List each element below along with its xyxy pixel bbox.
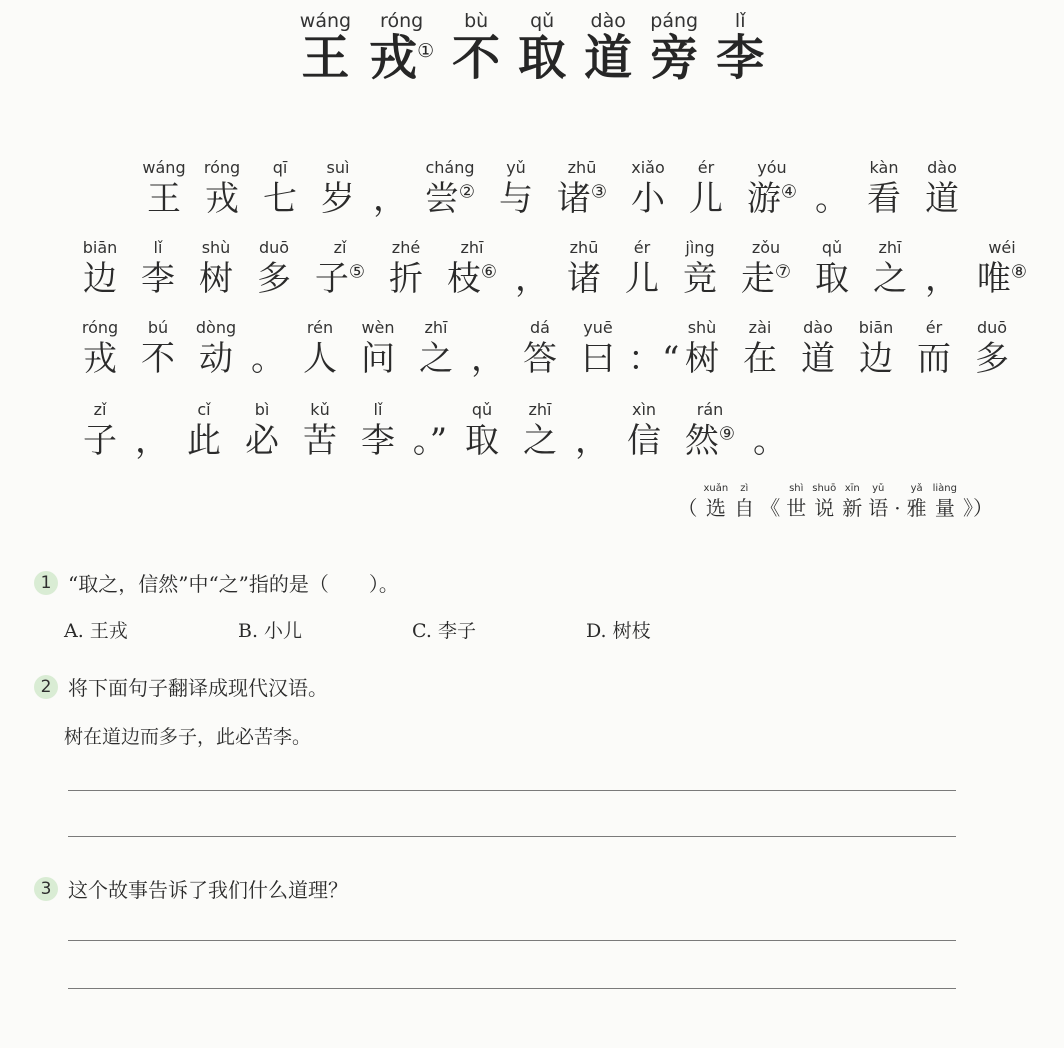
pinyin: zhū (569, 238, 599, 257)
answer-line[interactable] (68, 790, 956, 791)
punctuation (963, 484, 993, 518)
passage-char (906, 318, 962, 379)
punctuation (920, 240, 964, 299)
hanzi: 李 (141, 259, 175, 299)
pinyin: zhī (460, 238, 484, 257)
pinyin: wèn (361, 318, 395, 337)
pinyin: shì (789, 483, 804, 494)
hanzi: 。 (815, 179, 849, 219)
hanzi: 尝 (424, 179, 459, 219)
hanzi: 取 (465, 421, 499, 461)
punctuation (466, 320, 510, 379)
pinyin: biān (858, 318, 894, 337)
passage-char (378, 238, 434, 299)
passage-char (966, 238, 1038, 299)
hanzi: 边 (83, 259, 117, 299)
hanzi: 苦 (303, 421, 337, 461)
hanzi: 折 (389, 259, 423, 299)
pinyin: yuē (583, 318, 613, 337)
passage-char (732, 318, 788, 379)
footnote-marker: ② (458, 181, 476, 203)
hanzi: 不 (141, 339, 175, 379)
option-d[interactable]: D. 树枝 (586, 620, 651, 642)
hanzi: （ (677, 496, 698, 520)
hanzi: 必 (245, 421, 279, 461)
pinyin: jìng (685, 238, 715, 257)
hanzi: ， (471, 339, 505, 379)
source-citation (675, 484, 996, 518)
passage-char (488, 158, 544, 219)
passage-char (614, 238, 670, 299)
punctuation (130, 402, 174, 461)
hanzi: 树 (199, 259, 233, 299)
passage-line-2 (72, 238, 1028, 299)
pinyin: lǐ (373, 400, 383, 419)
pinyin: qī (272, 158, 288, 177)
punctuation (678, 484, 698, 518)
hanzi: 此 (187, 421, 221, 461)
pinyin: zǐ (93, 400, 107, 419)
hanzi: 然 (684, 421, 719, 461)
pinyin: zì (740, 483, 749, 494)
hanzi: 答 (523, 339, 557, 379)
source-char (812, 484, 836, 518)
pinyin: shuō (812, 483, 837, 494)
hanzi: 选 (705, 496, 726, 520)
footnote-marker: ⑥ (480, 261, 498, 283)
hanzi: 多 (975, 339, 1009, 379)
pinyin: xiǎo (631, 158, 665, 177)
passage-char (310, 158, 366, 219)
hanzi: ， (135, 421, 169, 461)
pinyin: yǎ (910, 483, 923, 494)
pinyin: lǐ (153, 238, 163, 257)
pinyin: róng (81, 318, 119, 337)
question-text: 这个故事告诉了我们什么道理？ (68, 878, 348, 902)
pinyin: ér (633, 238, 651, 257)
pinyin: duō (976, 318, 1008, 337)
punctuation (628, 320, 680, 379)
hanzi: · (894, 496, 901, 520)
question-1 (34, 568, 399, 597)
hanzi: ：“ (628, 339, 680, 379)
passage-char (964, 318, 1020, 379)
punctuation (570, 402, 614, 461)
hanzi: 儿 (625, 259, 659, 299)
title-char: wáng 王 (299, 10, 352, 86)
option-a[interactable]: A. 王戎 (64, 620, 128, 642)
pinyin: wáng (142, 158, 186, 177)
sentence-to-translate: 树在道边而多子，此必苦李。 (64, 726, 312, 748)
pinyin: zhī (528, 400, 552, 419)
hanzi: 游 (746, 179, 781, 219)
title-char: dào 道 (584, 10, 633, 86)
hanzi: 。 (753, 421, 787, 461)
passage-char (292, 318, 348, 379)
passage-char (176, 400, 232, 461)
passage-char (730, 238, 802, 299)
passage-char (304, 238, 376, 299)
hanzi: 子 (83, 421, 117, 461)
title-char: qǔ 取 (518, 10, 567, 86)
passage-char (620, 158, 676, 219)
answer-options (64, 616, 760, 643)
hanzi: 七 (263, 179, 297, 219)
answer-line[interactable] (68, 988, 956, 989)
hanzi: 量 (934, 496, 955, 520)
hanzi: 之 (419, 339, 453, 379)
question-number-badge: 1 (34, 571, 58, 595)
pinyin: bú (147, 318, 169, 337)
passage-char (914, 158, 970, 219)
hanzi: 《 (760, 496, 781, 520)
hanzi: 而 (917, 339, 951, 379)
passage-char (350, 318, 406, 379)
passage-line-4 (72, 400, 1012, 461)
passage-char (672, 238, 728, 299)
hanzi: 边 (859, 339, 893, 379)
passage-line-1 (72, 158, 1012, 219)
hanzi: 在 (743, 339, 777, 379)
footnote-marker: ③ (590, 181, 608, 203)
passage-title (0, 10, 1064, 86)
pinyin: dào (803, 318, 833, 337)
passage-char (736, 158, 808, 219)
passage-char (136, 158, 192, 219)
pinyin: yǔ (506, 158, 526, 177)
pinyin: zǒu (751, 238, 781, 257)
hanzi: 问 (361, 339, 395, 379)
hanzi: 之 (523, 421, 557, 461)
punctuation (510, 240, 554, 299)
hanzi: 诸 (556, 179, 591, 219)
hanzi: 说 (814, 496, 835, 520)
passage-char (414, 158, 486, 219)
hanzi: ， (373, 179, 407, 219)
passage-char (194, 158, 250, 219)
hanzi: 》） (963, 496, 993, 520)
hanzi: 竞 (683, 259, 717, 299)
pinyin: ér (925, 318, 943, 337)
passage-char (546, 158, 618, 219)
question-number-badge: 2 (34, 675, 58, 699)
title-char: páng 旁 (650, 10, 699, 86)
hanzi: ， (575, 421, 609, 461)
hanzi: 语 (868, 496, 889, 520)
hanzi: 看 (867, 179, 901, 219)
pinyin: kàn (869, 158, 899, 177)
hanzi: 子 (314, 259, 349, 299)
answer-line[interactable] (68, 836, 956, 837)
hanzi: 道 (925, 179, 959, 219)
hanzi: 树 (685, 339, 719, 379)
hanzi: 枝 (446, 259, 481, 299)
passage-char (130, 318, 186, 379)
pinyin: bì (254, 400, 270, 419)
pinyin: dào (927, 158, 957, 177)
passage-char (72, 400, 128, 461)
source-char (842, 484, 862, 518)
punctuation (748, 402, 792, 461)
hanzi: 唯 (976, 259, 1011, 299)
hanzi: 之 (873, 259, 907, 299)
pinyin: qǔ (821, 238, 843, 257)
source-char (868, 484, 888, 518)
punctuation (810, 160, 854, 219)
hanzi: 雅 (906, 496, 927, 520)
pinyin: rán (696, 400, 724, 419)
pinyin: róng (203, 158, 241, 177)
hanzi: 新 (842, 496, 863, 520)
hanzi: 动 (199, 339, 233, 379)
question-text: “取之，信然”中“之”指的是（ ）。 (68, 572, 399, 596)
hanzi: 走 (740, 259, 775, 299)
pinyin: suì (326, 158, 350, 177)
passage-char (292, 400, 348, 461)
pinyin: zài (748, 318, 772, 337)
hanzi: 自 (734, 496, 755, 520)
hanzi: 诸 (567, 259, 601, 299)
hanzi: 人 (303, 339, 337, 379)
footnote-marker: ⑦ (774, 261, 792, 283)
pinyin: kǔ (310, 400, 330, 419)
punctuation (894, 484, 900, 518)
hanzi: 。” (412, 421, 448, 461)
hanzi: 信 (627, 421, 661, 461)
passage-char (512, 318, 568, 379)
option-b[interactable]: B. 小儿 (238, 620, 303, 642)
pinyin: liàng (932, 483, 957, 494)
pinyin: shù (201, 238, 231, 257)
pinyin: ér (697, 158, 715, 177)
hanzi: 戎 (83, 339, 117, 379)
passage-char (862, 238, 918, 299)
hanzi: ， (925, 259, 959, 299)
question-3 (34, 874, 348, 903)
pinyin: cháng (425, 158, 475, 177)
footnote-marker: ① (417, 40, 435, 62)
passage-char (804, 238, 860, 299)
pinyin: wéi (988, 238, 1016, 257)
passage-char (674, 400, 746, 461)
title-char: róng 戎① (369, 10, 435, 86)
hanzi: 道 (801, 339, 835, 379)
passage-char (848, 318, 904, 379)
passage-char (234, 400, 290, 461)
option-c[interactable]: C. 李子 (412, 620, 476, 642)
pinyin: yǔ (872, 483, 885, 494)
pinyin: shù (687, 318, 717, 337)
pinyin: qǔ (471, 400, 493, 419)
passage-char (350, 400, 406, 461)
passage-char (556, 238, 612, 299)
passage-char (674, 318, 730, 379)
hanzi: 。 (251, 339, 285, 379)
question-2 (34, 672, 328, 701)
pinyin: xīn (844, 483, 860, 494)
pinyin: zhé (391, 238, 421, 257)
hanzi: 多 (257, 259, 291, 299)
passage-char (436, 238, 508, 299)
passage-char (72, 318, 128, 379)
passage-char (246, 238, 302, 299)
source-char (704, 484, 729, 518)
passage-char (856, 158, 912, 219)
hanzi: 世 (786, 496, 807, 520)
hanzi: 小 (631, 179, 665, 219)
pinyin: xuǎn (703, 483, 729, 494)
hanzi: 戎 (205, 179, 239, 219)
hanzi: 李 (361, 421, 395, 461)
passage-char (570, 318, 626, 379)
footnote-marker: ⑨ (718, 423, 736, 445)
title-char: bù 不 (452, 10, 501, 86)
pinyin: zhī (424, 318, 448, 337)
pinyin: biān (82, 238, 118, 257)
passage-char (408, 318, 464, 379)
question-number-badge: 3 (34, 877, 58, 901)
hanzi: 曰 (581, 339, 615, 379)
passage-char (616, 400, 672, 461)
pinyin: duō (258, 238, 290, 257)
punctuation (408, 402, 452, 461)
pinyin: zǐ (333, 238, 347, 257)
punctuation (760, 484, 780, 518)
source-char (786, 484, 806, 518)
footnote-marker: ⑧ (1010, 261, 1028, 283)
hanzi: 王 (147, 179, 181, 219)
punctuation (246, 320, 290, 379)
hanzi: ， (515, 259, 549, 299)
pinyin: zhū (567, 158, 597, 177)
punctuation (368, 160, 412, 219)
answer-line[interactable] (68, 940, 956, 941)
passage-char (790, 318, 846, 379)
pinyin: xìn (631, 400, 657, 419)
passage-char (512, 400, 568, 461)
pinyin: cǐ (197, 400, 211, 419)
hanzi: 与 (499, 179, 533, 219)
passage-char (252, 158, 308, 219)
hanzi: 岁 (321, 179, 355, 219)
question-text: 将下面句子翻译成现代汉语。 (68, 676, 328, 700)
passage-char (130, 238, 186, 299)
pinyin: zhī (878, 238, 902, 257)
hanzi: 儿 (689, 179, 723, 219)
source-char (734, 484, 754, 518)
footnote-marker: ⑤ (348, 261, 366, 283)
source-char (933, 484, 957, 518)
pinyin: rén (306, 318, 334, 337)
passage-char (678, 158, 734, 219)
pinyin: dòng (195, 318, 237, 337)
passage-line-3 (72, 318, 1012, 379)
pinyin: yóu (757, 158, 787, 177)
passage-char (188, 238, 244, 299)
passage-char (454, 400, 510, 461)
passage-char (188, 318, 244, 379)
title-char: lǐ 李 (716, 10, 765, 86)
source-char (907, 484, 927, 518)
footnote-marker: ④ (780, 181, 798, 203)
pinyin: dá (530, 318, 550, 337)
hanzi: 取 (815, 259, 849, 299)
passage-char (72, 238, 128, 299)
